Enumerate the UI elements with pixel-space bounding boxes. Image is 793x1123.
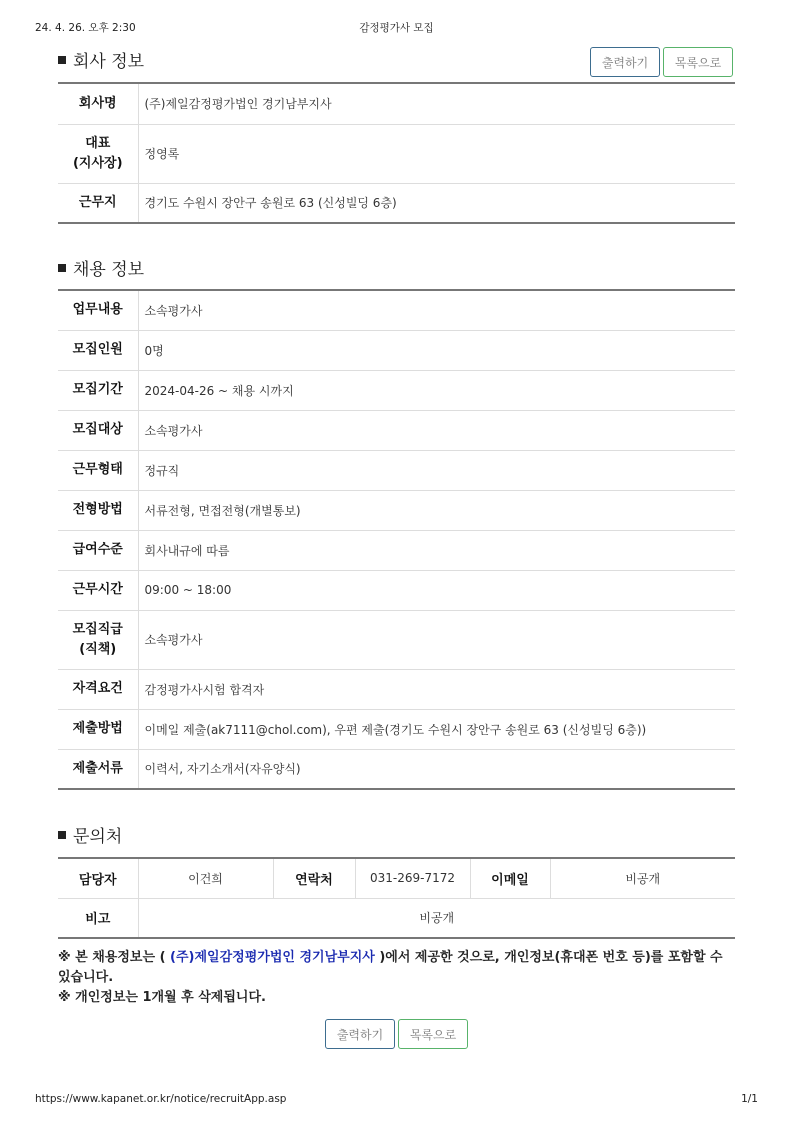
row-value: 정영록 — [138, 124, 735, 183]
table-row — [58, 570, 735, 610]
row-label: 제출방법 — [58, 709, 138, 749]
note-value: 비공개 — [138, 898, 735, 938]
print-button-bottom[interactable]: 출력하기 — [325, 1019, 395, 1049]
phone-label: 연락처 — [273, 858, 355, 898]
row-value: 서류전형, 면접전형(개별통보) — [138, 490, 735, 530]
row-value: (주)제일감정평가법인 경기남부지사 — [138, 83, 735, 124]
notice-line-2: ※ 개인정보는 1개월 후 삭제됩니다. — [58, 990, 266, 1005]
row-value: 소속평가사 — [138, 290, 735, 330]
manager-label: 담당자 — [58, 858, 138, 898]
phone-value: 031-269-7172 — [355, 858, 470, 898]
table-row — [58, 370, 735, 410]
table-row — [58, 709, 735, 749]
row-label: 근무시간 — [58, 570, 138, 610]
row-value: 경기도 수원시 장안구 송원로 63 (신성빌딩 6층) — [144, 196, 397, 211]
table-row — [58, 669, 735, 709]
bullet-square-icon — [58, 56, 66, 64]
row-value: 이력서, 자기소개서(자유양식) — [144, 762, 301, 777]
row-value: 09:00 ~ 18:00 — [138, 570, 735, 610]
email-value: 비공개 — [550, 858, 735, 898]
table-row — [58, 83, 735, 124]
recruit-info-table — [58, 289, 735, 790]
row-label: 자격요건 — [58, 669, 138, 709]
print-page-number: 1/1 — [741, 1093, 758, 1105]
row-label: 회사명 — [58, 83, 138, 124]
notice-company-name: (주)제일감정평가법인 경기남부지사 — [170, 950, 375, 965]
table-row — [58, 749, 735, 789]
manager-value: 이건희 — [138, 858, 273, 898]
row-value: 감정평가사시험 합격자 — [138, 669, 735, 709]
email-label: 이메일 — [470, 858, 550, 898]
row-label: 모집대상 — [58, 410, 138, 450]
row-label: 모집기간 — [58, 370, 138, 410]
row-label: 모집인원 — [58, 330, 138, 370]
row-label: 전형방법 — [58, 490, 138, 530]
table-row — [58, 450, 735, 490]
table-row — [58, 898, 735, 938]
row-label: 제출서류 — [58, 749, 138, 789]
table-row — [58, 858, 735, 898]
table-row — [58, 290, 735, 330]
list-button-bottom[interactable]: 목록으로 — [398, 1019, 468, 1049]
row-value: 정규직 — [138, 450, 735, 490]
print-datetime: 24. 4. 26. 오후 2:30 — [35, 22, 136, 34]
table-row — [58, 183, 735, 223]
table-row — [58, 410, 735, 450]
notice-line-1: ※ 본 채용정보는 ( (주)제일감정평가법인 경기남부지사 )에서 제공한 것으로, 개인정보(휴대폰 번호 등)를 포함할 수 있습니다. — [58, 950, 723, 985]
company-info-table — [58, 82, 735, 224]
print-url: https://www.kapanet.or.kr/notice/recruitApp.asp — [35, 1093, 287, 1105]
row-label: 모집직급 (직책) — [58, 610, 138, 669]
print-button-top[interactable]: 출력하기 — [590, 47, 660, 77]
row-value: 2024-04-26 ~ 채용 시까지 — [138, 370, 735, 410]
table-row — [58, 610, 735, 669]
row-label: 업무내용 — [58, 290, 138, 330]
row-label: 급여수준 — [58, 530, 138, 570]
row-value: 회사내규에 따름 — [138, 530, 735, 570]
list-button-top[interactable]: 목록으로 — [663, 47, 733, 77]
bullet-square-icon — [58, 831, 66, 839]
table-row — [58, 530, 735, 570]
note-label: 비고 — [85, 912, 111, 928]
row-value: 소속평가사 — [138, 610, 735, 669]
contact-section-title: 문의처 — [58, 822, 122, 847]
contact-table — [58, 857, 735, 939]
recruit-section-title: 채용 정보 — [58, 255, 144, 280]
row-label: 근무형태 — [58, 450, 138, 490]
row-value: 이메일 제출(ak7111@chol.com), 우편 제출(경기도 수원시 장안구 송원로 63 (신성빌딩 6층)) — [138, 709, 735, 749]
row-value: 0명 — [138, 330, 735, 370]
row-value: 소속평가사 — [138, 410, 735, 450]
company-section-title: 회사 정보 — [58, 47, 144, 72]
row-label: 근무지 — [58, 183, 138, 223]
print-page-title: 감정평가사 모집 — [359, 22, 434, 34]
table-row — [58, 490, 735, 530]
row-label: 대표 (지사장) — [58, 124, 138, 183]
table-row — [58, 124, 735, 183]
bullet-square-icon — [58, 264, 66, 272]
table-row — [58, 330, 735, 370]
privacy-notice — [58, 948, 738, 1008]
